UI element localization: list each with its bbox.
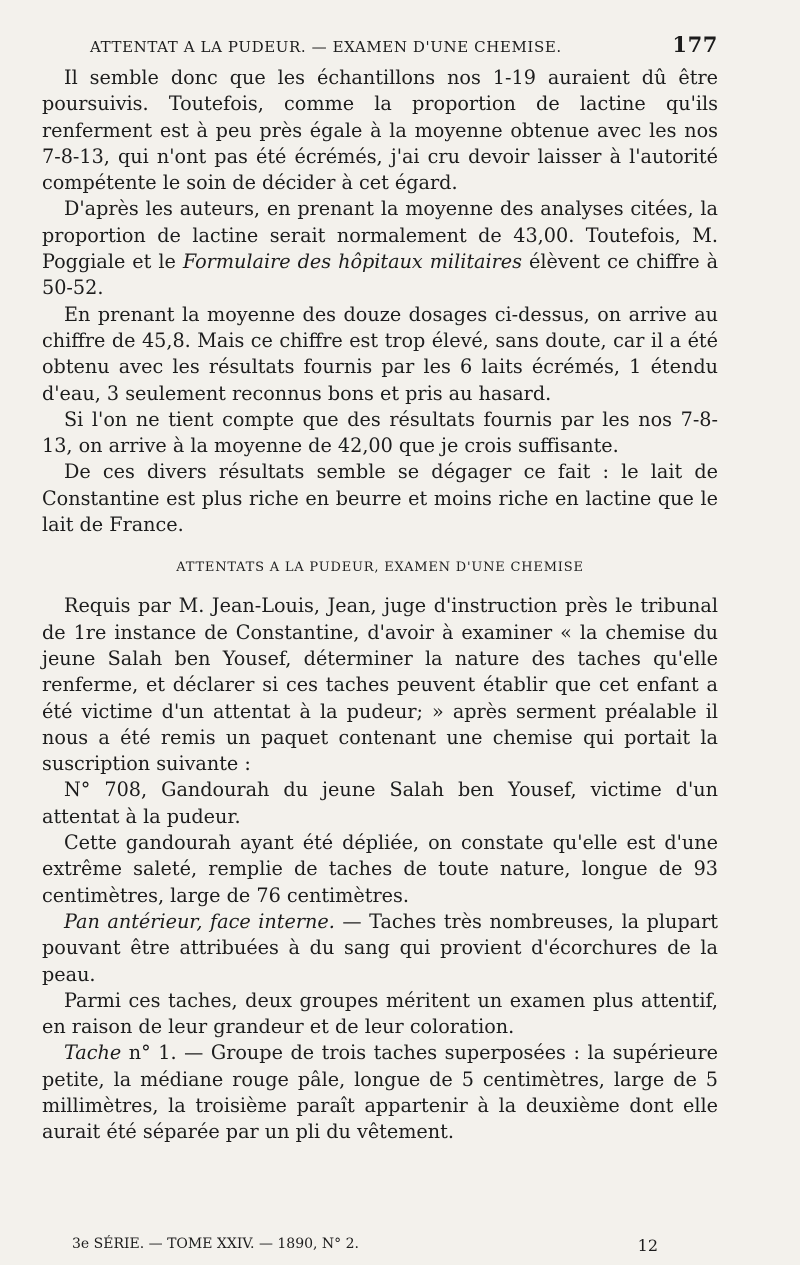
page [42, 32, 719, 1255]
italic-label: Tache [64, 1041, 122, 1065]
paragraph [42, 909, 718, 988]
paragraph: N° 708, Gandourah du jeune Salah ben Yousef, victime d'un attentat à la pudeur. [42, 778, 718, 828]
paragraph: Requis par M. Jean-Louis, Jean, juge d'instruction près le tribunal de 1re instance de Constantine, d'avoir à examiner « la chemise du jeune Salah ben Yousef, déterminer la nature des taches qu'elle renferme, et déclarer si ces taches peuvent établir que cet enfant a été victime d'un attentat à la pudeur; » après serment préalable il nous a été remis un paquet contenant une chemise qui portait la suscription suivante : [42, 594, 718, 776]
section-title: ATTENTATS A LA PUDEUR, EXAMEN D'UNE CHEMISE [176, 560, 584, 576]
paragraph: En prenant la moyenne des douze dosages ci-dessus, on arrive au chiffre de 45,8. Mais ce chiffre est trop élevé, sans doute, car il a été obtenu avec les résultats fournis par les 6 laits écrémés, 1 étendu d'eau, 3 seulement reconnus bons et pris au hasard. [42, 302, 718, 405]
footer [42, 1236, 718, 1255]
paragraph: Parmi ces taches, deux groupes méritent un examen plus attentif, en raison de leur grandeur et de leur coloration. [42, 988, 718, 1039]
paragraph-text: D'après les auteurs, en prenant la moyenne des analyses citées, la proportion de lactine serait normalement de 43,00. Toutefois, M. Poggiale et le [42, 197, 718, 274]
running-head [42, 32, 718, 57]
italic-title: Formulaire des hôpitaux militaires [182, 250, 523, 274]
paragraph: Cette gandourah ayant été dépliée, on constate qu'elle est d'une extrême saleté, remplie de taches de toute nature, longue de 93 centimètres, large de 76 centimètres. [42, 831, 718, 907]
paragraph-text: élèvent ce chiffre à 50-52. [42, 250, 719, 300]
paragraph [42, 196, 718, 301]
signature-mark: 12 [637, 1236, 658, 1255]
paragraph: De ces divers résultats semble se dégager ce fait : le lait de Constantine est plus riche en beurre et moins riche en lactine que le lait de France. [42, 460, 718, 537]
italic-label: Pan antérieur, face interne. [64, 909, 335, 933]
running-head-title: ATTENTAT A LA PUDEUR. — EXAMEN D'UNE CHEMISE. [90, 38, 562, 56]
series-info: 3e SÉRIE. — TOME XXIV. — 1890, N° 2. [72, 1236, 359, 1252]
paragraph: Il semble donc que les échantillons nos 1-19 auraient dû être poursuivis. Toutefois, comme la proportion de lactine qu'ils renferment est à peu près égale à la moyenne obtenue avec les nos 7-8-13, qui n'ont pas été écrémés, j'ai cru devoir laisser à l'autorité compétente le soin de décider à cet égard. [42, 66, 718, 195]
paragraph-text: — Taches très nombreuses, la plupart pouvant être attribuées à du sang qui provient d'écorchures de la peau. [42, 909, 719, 986]
paragraph-text: n° 1. — Groupe de trois taches superposées : la supérieure petite, la médiane rouge pâle, longue de 5 centimètres, large de 5 millimètres, la troisième paraît appartenir à la deuxième dont elle aurait été séparée par un pli du vêtement. [42, 1041, 718, 1144]
paragraph: Si l'on ne tient compte que des résultats fournis par les nos 7-8-13, on arrive à la moyenne de 42,00 que je crois suffisante. [42, 407, 718, 458]
page-number: 177 [672, 32, 718, 57]
paragraph [42, 1040, 718, 1145]
